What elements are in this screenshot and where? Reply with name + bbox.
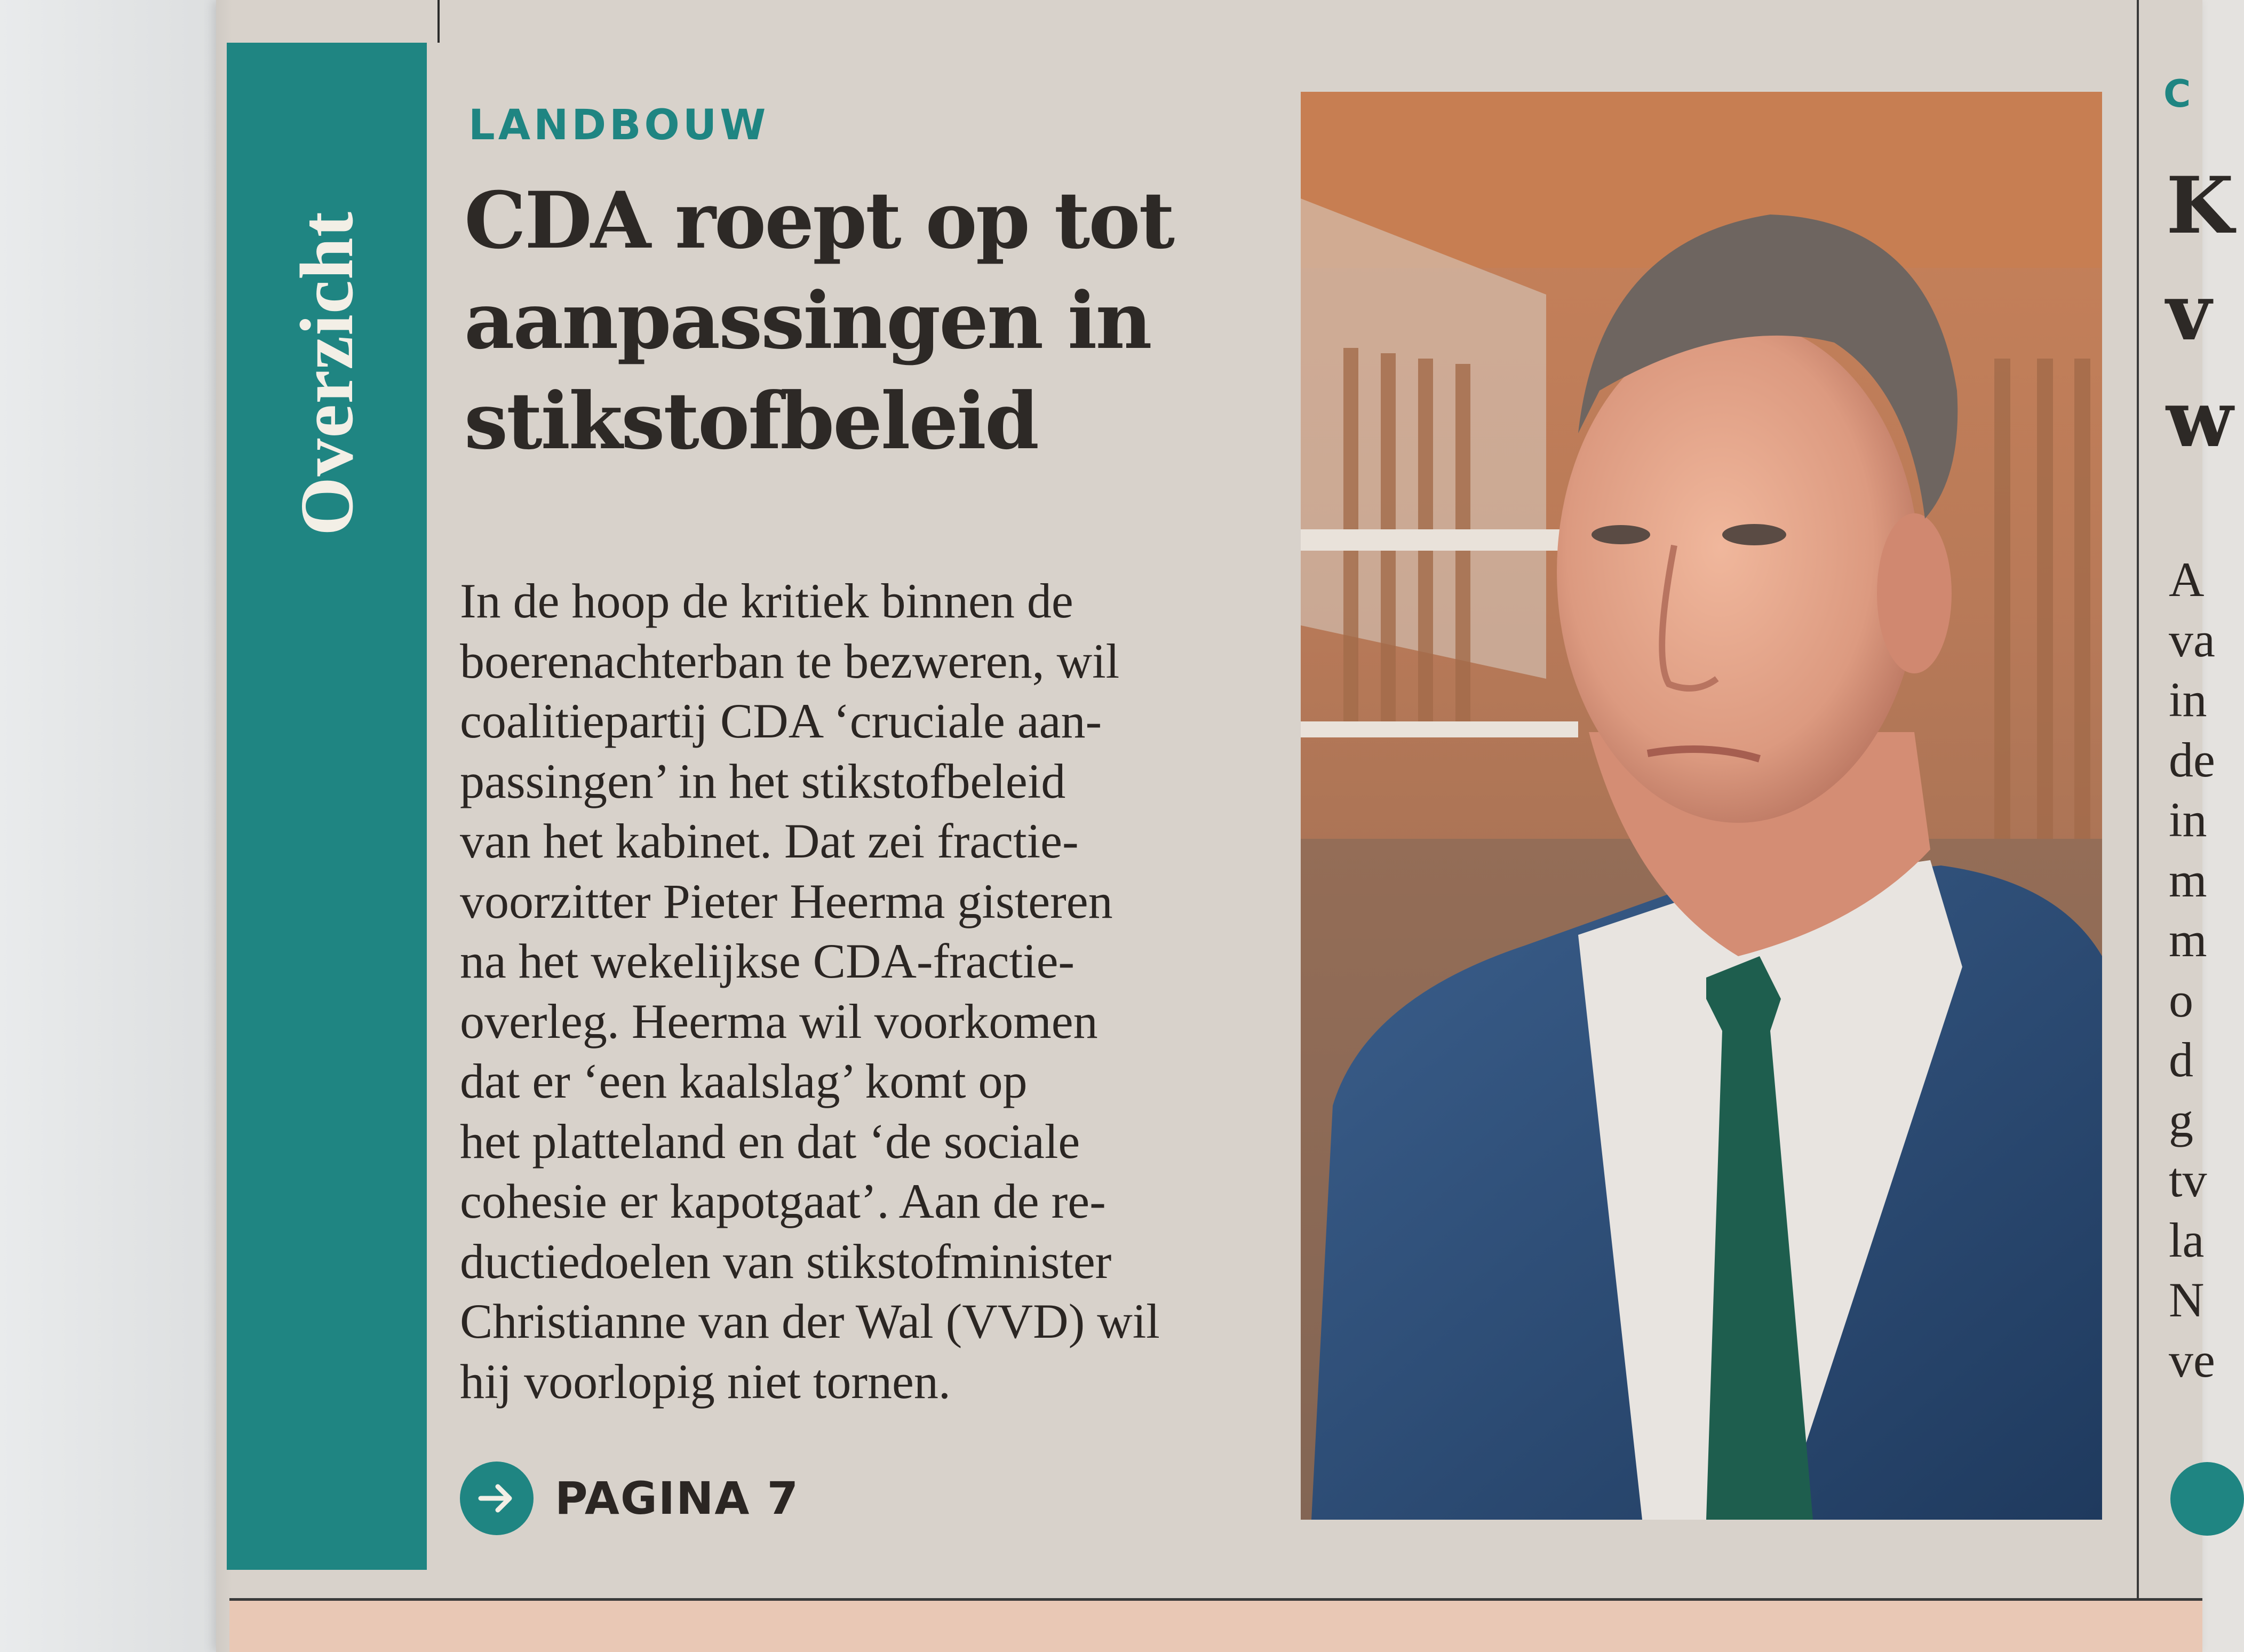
next-body-fragment: in xyxy=(2169,792,2207,847)
next-body-fragment: tv xyxy=(2169,1153,2207,1207)
column-rule-top xyxy=(437,0,440,43)
body-line: het platteland en dat ‘de sociale xyxy=(460,1114,1080,1169)
next-body-fragment: in xyxy=(2169,672,2207,727)
body-line: ductiedoelen van stikstofminister xyxy=(460,1234,1112,1289)
next-body-fragment: de xyxy=(2169,733,2215,787)
next-body-fragment: d xyxy=(2169,1032,2193,1087)
next-headline-fragment: v xyxy=(2166,267,2211,358)
article-kicker: LANDBOUW xyxy=(468,101,769,149)
body-line: Christianne van der Wal (VVD) wil xyxy=(460,1294,1160,1348)
page-reference-label: PAGINA 7 xyxy=(555,1472,800,1524)
body-line: boerenachterban te bezweren, wil xyxy=(460,633,1120,688)
body-line: coalitiepartij CDA ‘cruciale aan- xyxy=(460,694,1102,748)
column-rule-right xyxy=(2137,0,2139,1598)
next-headline-fragment: w xyxy=(2166,374,2233,465)
body-line: voorzitter Pieter Heerma gisteren xyxy=(460,873,1113,928)
headline-line: aanpassingen in xyxy=(464,275,1151,367)
section-label: Overzicht xyxy=(284,211,369,536)
body-line: cohesie er kapotgaat’. Aan de re- xyxy=(460,1174,1106,1228)
headline-line: stikstofbeleid xyxy=(464,376,1038,467)
body-line: In de hoop de kritiek binnen de xyxy=(460,574,1073,628)
next-headline-fragment: K xyxy=(2166,160,2234,251)
page-reference-link[interactable] xyxy=(460,1461,799,1536)
article-photo xyxy=(1301,92,2102,1520)
next-body-fragment: g xyxy=(2169,1093,2193,1147)
article-body xyxy=(460,571,1260,1411)
next-body-fragment: ve xyxy=(2169,1333,2215,1387)
body-line: na het wekelijkse CDA-fractie- xyxy=(460,934,1075,988)
body-line: overleg. Heerma wil voorkomen xyxy=(460,994,1098,1049)
next-article-kicker: C xyxy=(2163,72,2191,116)
next-body-fragment: va xyxy=(2169,613,2215,667)
next-body-fragment: o xyxy=(2169,973,2193,1027)
body-line: van het kabinet. Dat zei fractie- xyxy=(460,814,1079,868)
table-surface xyxy=(0,0,229,1652)
next-body-fragment: N xyxy=(2169,1273,2205,1327)
arrow-right-icon xyxy=(460,1462,534,1535)
next-body-fragment: A xyxy=(2169,552,2205,607)
next-body-fragment: la xyxy=(2169,1213,2205,1267)
body-line: hij voorlopig niet tornen. xyxy=(460,1354,951,1409)
next-body-fragment: m xyxy=(2169,912,2207,967)
body-line: dat er ‘een kaalslag’ komt op xyxy=(460,1054,1028,1108)
headline-line: CDA roept op tot xyxy=(464,175,1174,266)
article-headline xyxy=(464,171,1254,472)
body-line: passingen’ in het stikstofbeleid xyxy=(460,753,1066,808)
next-body-fragment: m xyxy=(2169,853,2207,907)
next-section-strip xyxy=(229,1601,2202,1652)
next-arrow-icon[interactable] xyxy=(2170,1462,2244,1536)
